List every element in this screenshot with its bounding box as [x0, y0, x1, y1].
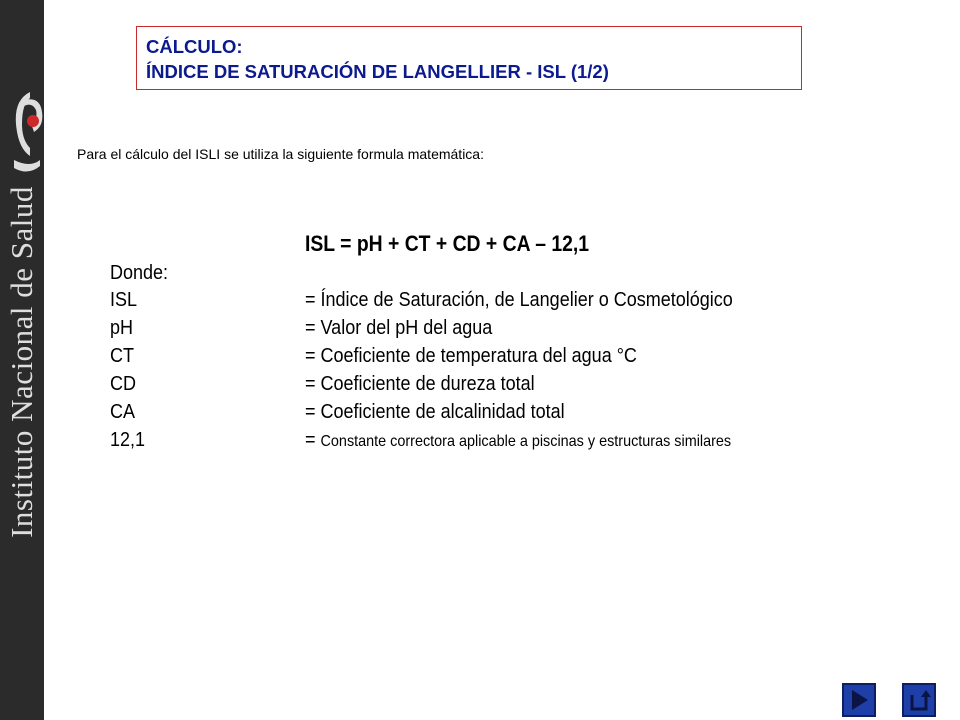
next-button[interactable]: [842, 683, 876, 717]
term: CT: [110, 345, 135, 367]
definition-text: Constante correctora aplicable a piscinas y estructuras similares: [320, 433, 732, 450]
title-line-1: CÁLCULO:: [146, 36, 243, 57]
definition-row-ct: [0, 345, 760, 375]
term: pH: [110, 317, 134, 339]
term: CD: [110, 373, 137, 395]
definition-row-ca: [0, 401, 760, 431]
formula: ISL = pH + CT + CD + CA – 12,1: [305, 231, 590, 256]
title-line-2: ÍNDICE DE SATURACIÓN DE LANGELLIER - ISL (1/2): [146, 61, 609, 82]
definition-row-cd: [0, 373, 760, 403]
institute-name: Instituto Nacional de Salud: [4, 186, 39, 538]
donde-label: Donde:: [110, 262, 169, 284]
definition: = Índice de Saturación, de Langelier o Cosmetológico: [305, 289, 733, 311]
definition: [305, 429, 731, 452]
definition: = Coeficiente de temperatura del agua °C: [305, 345, 637, 367]
term: CA: [110, 401, 136, 423]
arrow-right-icon: [844, 685, 874, 715]
definition-prefix: =: [305, 429, 321, 451]
term: ISL: [110, 289, 138, 311]
term: 12,1: [110, 429, 146, 451]
definition: = Coeficiente de dureza total: [305, 373, 535, 395]
return-up-icon: [904, 685, 934, 715]
definition: = Coeficiente de alcalinidad total: [305, 401, 565, 423]
intro-text: Para el cálculo del ISLI se utiliza la siguiente formula matemática:: [77, 146, 484, 162]
title-box: [136, 26, 802, 90]
definition-row-ph: [0, 317, 760, 347]
definition: = Valor del pH del agua: [305, 317, 493, 339]
definition-row-constant: [0, 429, 760, 459]
definition-row-isl: [0, 289, 760, 319]
institute-logo-icon: [0, 0, 44, 200]
return-button[interactable]: [902, 683, 936, 717]
